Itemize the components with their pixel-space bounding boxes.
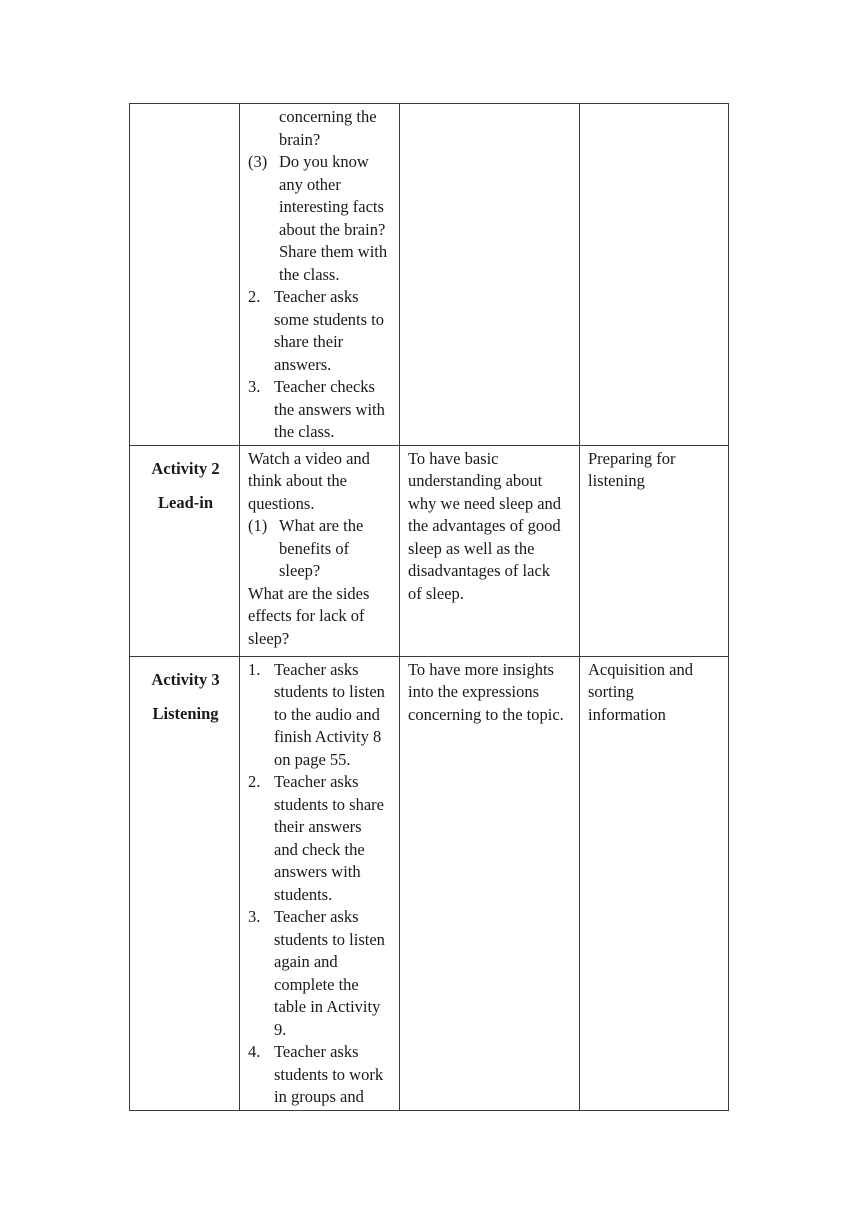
list-line: some students to [274, 309, 384, 329]
list-line: Teacher asks [274, 287, 359, 306]
procedure-line: brain? [279, 129, 321, 149]
list-number: 1. [248, 659, 261, 679]
list-number: 3. [248, 907, 261, 926]
skill-line: information [588, 704, 666, 724]
procedure-line: effects for lack of [248, 606, 365, 625]
procedure-line: Watch a video and [248, 448, 370, 468]
purpose-line: To have more insights [408, 659, 554, 679]
list-number: 3. [248, 377, 261, 396]
skill-cell [580, 104, 729, 446]
purpose-line: understanding about [408, 471, 543, 490]
procedure-line: think about the [248, 471, 347, 490]
activity-cell [130, 104, 240, 446]
list-item [248, 659, 393, 772]
procedure-line: questions. [248, 493, 315, 513]
list-line: again and [274, 952, 338, 971]
list-line: students to listen [274, 682, 385, 701]
purpose-line: disadvantages of lack [408, 561, 551, 580]
activity-title: Lead-in [157, 492, 213, 512]
skill-line: listening [588, 471, 645, 490]
purpose-line: into the expressions [408, 682, 540, 701]
list-line: the answers with [274, 399, 385, 419]
list-line: table in Activity [274, 997, 381, 1016]
procedure-cell [240, 445, 400, 656]
list-item [248, 151, 393, 286]
procedure-line: concerning the [279, 107, 377, 126]
skill-cell [580, 445, 729, 656]
list-line: students to listen [274, 929, 385, 949]
list-item [248, 906, 393, 1041]
skill-cell [580, 656, 729, 1110]
list-line: Teacher asks [274, 659, 359, 679]
list-line: and check the [274, 839, 365, 859]
procedure-line: What are the sides [248, 583, 370, 603]
purpose-line: why we need sleep and [408, 493, 562, 513]
list-line: Teacher checks [274, 377, 375, 396]
list-item [248, 515, 393, 583]
purpose-line: of sleep. [408, 583, 464, 603]
list-line: Teacher asks [274, 772, 359, 791]
purpose-cell [400, 445, 580, 656]
activity-title: Listening [152, 703, 219, 723]
purpose-cell [400, 656, 580, 1110]
list-line: on page 55. [274, 749, 351, 769]
list-line: What are the [279, 516, 364, 535]
list-line: in groups and [274, 1087, 364, 1106]
skill-line: Acquisition and [588, 659, 693, 679]
list-number: 2. [248, 287, 261, 306]
list-line: Teacher asks [274, 1042, 359, 1061]
list-item [248, 286, 393, 376]
list-item [248, 376, 393, 444]
list-number: (3) [248, 152, 268, 171]
list-line: Share them with [279, 242, 388, 261]
purpose-line: sleep as well as the [408, 538, 535, 558]
list-line: students. [274, 884, 333, 904]
skill-line: Preparing for [588, 448, 676, 468]
table-row [130, 445, 729, 656]
purpose-cell [400, 104, 580, 446]
activity-label: Activity 2 [151, 458, 220, 478]
list-line: answers with [274, 862, 361, 881]
list-line: Do you know [279, 152, 369, 171]
list-line: to the audio and [274, 704, 380, 724]
list-item [248, 771, 393, 906]
purpose-line: To have basic [408, 448, 499, 468]
procedure-cell [240, 656, 400, 1110]
lesson-plan-table [129, 103, 729, 1111]
list-line: Teacher asks [274, 907, 359, 926]
list-number: 4. [248, 1042, 261, 1061]
list-line: the class. [279, 264, 340, 284]
list-line: complete the [274, 974, 359, 994]
list-item [248, 1041, 393, 1109]
list-line: the class. [274, 422, 335, 441]
list-line: finish Activity 8 [274, 727, 382, 746]
skill-line: sorting [588, 682, 634, 701]
list-line: sleep? [279, 561, 321, 580]
purpose-line: concerning to the topic. [408, 704, 564, 724]
list-number: 2. [248, 772, 261, 791]
list-line: benefits of [279, 538, 350, 558]
activity-cell [130, 445, 240, 656]
list-line: answers. [274, 354, 332, 374]
activity-label: Activity 3 [151, 669, 220, 689]
list-line: about the brain? [279, 219, 386, 239]
procedure-cell [240, 104, 400, 446]
list-line: share their [274, 332, 344, 351]
table-row [130, 104, 729, 446]
list-line: 9. [274, 1019, 287, 1039]
list-line: any other [279, 174, 341, 194]
activity-cell [130, 656, 240, 1110]
procedure-line: sleep? [248, 628, 290, 648]
purpose-line: the advantages of good [408, 516, 561, 535]
list-line: their answers [274, 817, 362, 836]
list-number: (1) [248, 516, 268, 535]
list-line: students to work [274, 1064, 384, 1084]
list-line: interesting facts [279, 197, 384, 216]
table-row [130, 656, 729, 1110]
list-line: students to share [274, 794, 384, 814]
